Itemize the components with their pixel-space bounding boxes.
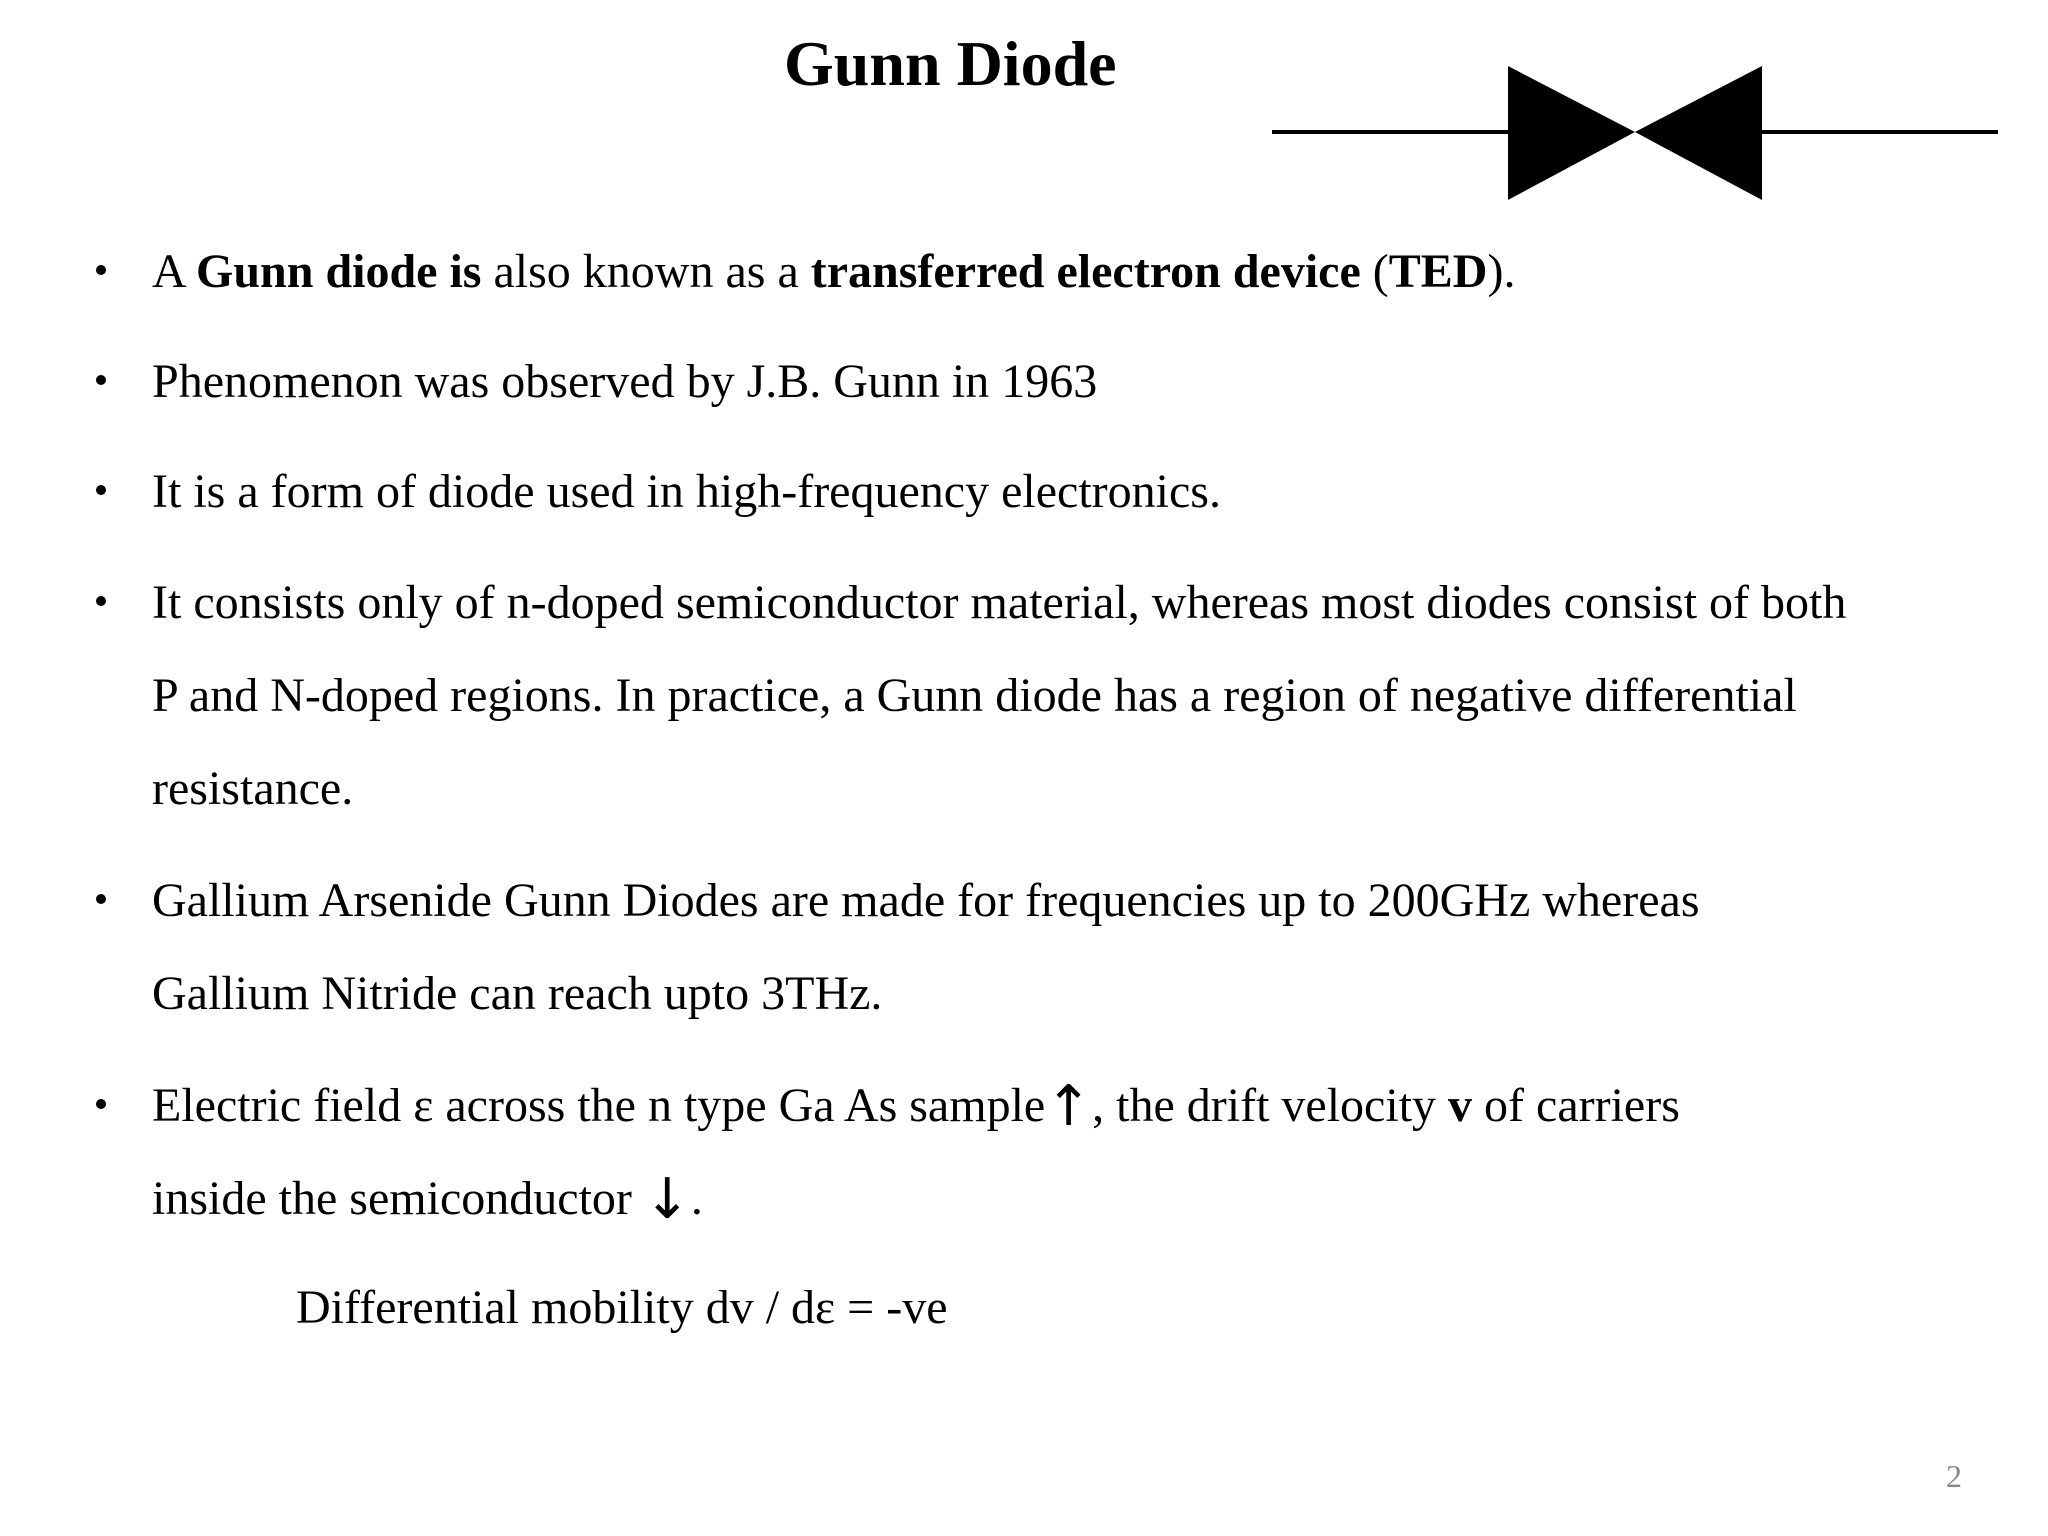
page-number: 2 bbox=[1946, 1458, 1962, 1494]
bullet-dot bbox=[96, 894, 106, 904]
bullet-dot bbox=[96, 485, 106, 495]
bullet-2-text: Phenomenon was observed by J.B. Gunn in 1963 bbox=[152, 355, 1098, 408]
bullet-dot bbox=[96, 375, 106, 385]
gunn-diode-symbol-icon bbox=[1270, 50, 2000, 215]
bullet-dot bbox=[96, 1099, 106, 1109]
bullet-dot bbox=[96, 596, 106, 606]
up-arrow-icon: ↑ bbox=[1045, 1074, 1093, 1139]
slide-title: Gunn Diode bbox=[784, 28, 1117, 99]
bullet-1-text: A Gunn diode is also known as a transferred electron device (TED). bbox=[152, 245, 1516, 298]
bullet-3-text: It is a form of diode used in high-frequency electronics. bbox=[152, 465, 1221, 518]
bullet-5-line-2: Gallium Nitride can reach upto 3THz. bbox=[152, 967, 883, 1020]
bullet-5-line-1: Gallium Arsenide Gunn Diodes are made for frequencies up to 200GHz whereas bbox=[152, 874, 1700, 927]
bullet-dot bbox=[96, 265, 106, 275]
bullet-4-line-3: resistance. bbox=[152, 762, 354, 815]
down-arrow-icon: ↓ bbox=[643, 1167, 691, 1232]
differential-mobility-equation: Differential mobility dv / dε = -ve bbox=[296, 1281, 948, 1334]
bullet-4-line-1: It consists only of n-doped semiconductor material, whereas most diodes consist of both bbox=[152, 576, 1847, 629]
bullet-4-line-2: P and N-doped regions. In practice, a Gunn diode has a region of negative differential bbox=[152, 669, 1797, 722]
bullet-6-line-2: inside the semiconductor ↓. bbox=[152, 1167, 703, 1232]
bullet-6-line-1: Electric field ε across the n type Ga As sample↑, the drift velocity v of carriers bbox=[152, 1074, 1680, 1139]
